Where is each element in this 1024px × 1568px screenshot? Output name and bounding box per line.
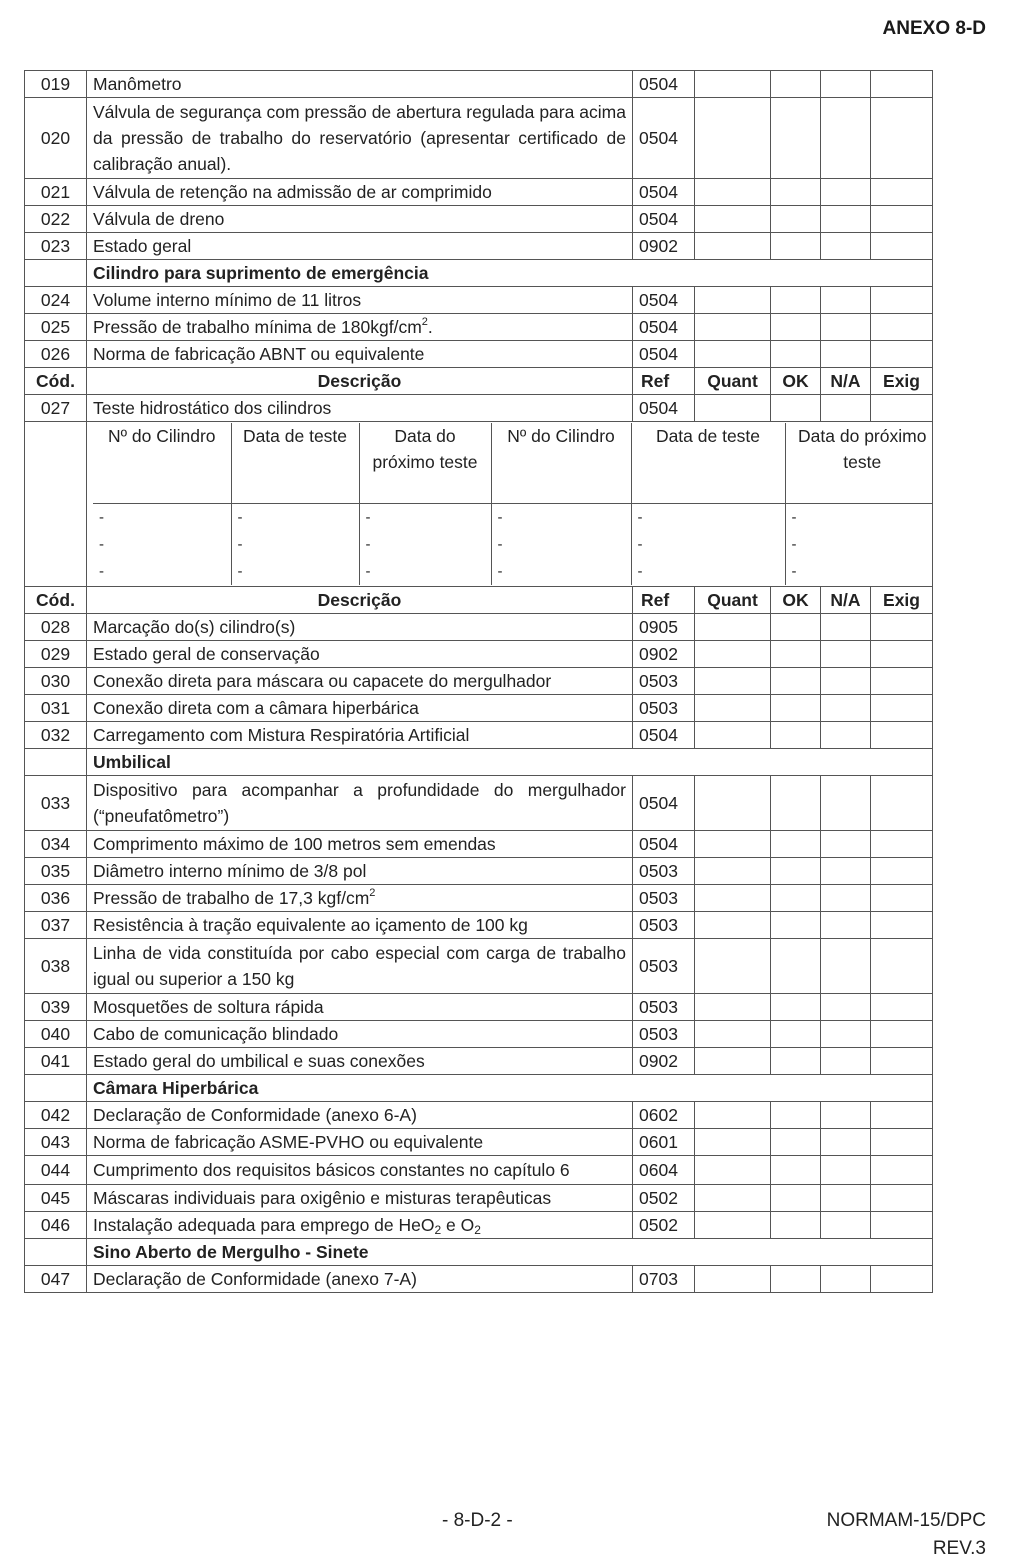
table-row bbox=[25, 1266, 933, 1293]
item-code: 033 bbox=[25, 776, 87, 831]
check-cell[interactable] bbox=[695, 206, 771, 233]
check-cell[interactable] bbox=[771, 831, 821, 858]
check-cell[interactable] bbox=[771, 1212, 821, 1239]
table-row bbox=[25, 1102, 933, 1129]
item-description: Válvula de retenção na admissão de ar comprimido bbox=[87, 179, 633, 206]
check-cell[interactable] bbox=[695, 179, 771, 206]
item-ref: 0504 bbox=[633, 98, 695, 179]
item-description: Linha de vida constituída por cabo especial com carga de trabalho igual ou superior a 150 kg bbox=[87, 939, 633, 994]
check-cell[interactable] bbox=[771, 858, 821, 885]
section-row bbox=[25, 260, 933, 287]
cylinder-column-label: Data de teste bbox=[231, 423, 359, 504]
check-cell[interactable] bbox=[821, 1212, 871, 1239]
check-cell[interactable] bbox=[871, 341, 933, 368]
item-description: Declaração de Conformidade (anexo 7-A) bbox=[87, 1266, 633, 1293]
table-row bbox=[25, 831, 933, 858]
table-row bbox=[25, 858, 933, 885]
item-description: Carregamento com Mistura Respiratória Artificial bbox=[87, 722, 633, 749]
check-cell[interactable] bbox=[695, 395, 771, 422]
header-quant: Quant bbox=[695, 587, 771, 614]
cylinder-column-label: Data de teste bbox=[631, 423, 785, 504]
check-cell[interactable] bbox=[695, 314, 771, 341]
item-ref: 0502 bbox=[633, 1212, 695, 1239]
item-code: 043 bbox=[25, 1129, 87, 1156]
check-cell[interactable] bbox=[695, 776, 771, 831]
table-row bbox=[25, 1156, 933, 1185]
check-cell[interactable] bbox=[821, 98, 871, 179]
item-ref: 0602 bbox=[633, 1102, 695, 1129]
check-cell[interactable] bbox=[821, 776, 871, 831]
item-code: 022 bbox=[25, 206, 87, 233]
item-description: Diâmetro interno mínimo de 3/8 pol bbox=[87, 858, 633, 885]
check-cell[interactable] bbox=[871, 668, 933, 695]
check-cell[interactable] bbox=[871, 1102, 933, 1129]
check-cell[interactable] bbox=[771, 885, 821, 912]
check-cell[interactable] bbox=[871, 179, 933, 206]
item-code: 047 bbox=[25, 1266, 87, 1293]
check-cell[interactable] bbox=[871, 641, 933, 668]
check-cell[interactable] bbox=[771, 314, 821, 341]
check-cell[interactable] bbox=[771, 233, 821, 260]
check-cell[interactable] bbox=[821, 831, 871, 858]
item-description: Comprimento máximo de 100 metros sem emendas bbox=[87, 831, 633, 858]
item-ref: 0703 bbox=[633, 1266, 695, 1293]
check-cell[interactable] bbox=[771, 1156, 821, 1185]
section-title-hyperbaric-chamber: Câmara Hiperbárica bbox=[87, 1075, 933, 1102]
check-cell[interactable] bbox=[695, 1266, 771, 1293]
table-row bbox=[25, 885, 933, 912]
check-cell[interactable] bbox=[695, 287, 771, 314]
item-ref: 0902 bbox=[633, 641, 695, 668]
item-code: 025 bbox=[25, 314, 87, 341]
item-description: Norma de fabricação ABNT ou equivalente bbox=[87, 341, 633, 368]
check-cell[interactable] bbox=[871, 1266, 933, 1293]
check-cell[interactable] bbox=[695, 912, 771, 939]
check-cell[interactable] bbox=[695, 668, 771, 695]
check-cell[interactable] bbox=[771, 1048, 821, 1075]
table-row bbox=[25, 994, 933, 1021]
check-cell[interactable] bbox=[771, 1102, 821, 1129]
check-cell[interactable] bbox=[821, 722, 871, 749]
item-description: Norma de fabricação ASME-PVHO ou equivalente bbox=[87, 1129, 633, 1156]
empty-cell bbox=[25, 260, 87, 287]
header-exig: Exig bbox=[871, 587, 933, 614]
header-desc: Descrição bbox=[87, 587, 633, 614]
check-cell[interactable] bbox=[771, 641, 821, 668]
check-cell[interactable] bbox=[871, 395, 933, 422]
cylinder-column-label: Data do próximo teste bbox=[785, 423, 933, 504]
section-row bbox=[25, 1075, 933, 1102]
check-cell[interactable] bbox=[871, 206, 933, 233]
item-code: 026 bbox=[25, 341, 87, 368]
check-cell[interactable] bbox=[695, 994, 771, 1021]
check-cell[interactable] bbox=[695, 885, 771, 912]
check-cell[interactable] bbox=[771, 722, 821, 749]
item-description: Estado geral de conservação bbox=[87, 641, 633, 668]
check-cell[interactable] bbox=[871, 1156, 933, 1185]
item-ref: 0503 bbox=[633, 939, 695, 994]
check-cell[interactable] bbox=[871, 233, 933, 260]
check-cell[interactable] bbox=[821, 695, 871, 722]
section-row bbox=[25, 749, 933, 776]
check-cell[interactable] bbox=[871, 885, 933, 912]
check-cell[interactable] bbox=[771, 395, 821, 422]
table-row bbox=[25, 314, 933, 341]
check-cell[interactable] bbox=[871, 1021, 933, 1048]
check-cell[interactable] bbox=[871, 98, 933, 179]
item-description: Estado geral bbox=[87, 233, 633, 260]
check-cell[interactable] bbox=[771, 1021, 821, 1048]
table-row bbox=[25, 912, 933, 939]
check-cell[interactable] bbox=[871, 776, 933, 831]
table-row bbox=[25, 722, 933, 749]
item-ref: 0502 bbox=[633, 1185, 695, 1212]
check-cell[interactable] bbox=[695, 722, 771, 749]
check-cell[interactable] bbox=[821, 179, 871, 206]
item-code: 020 bbox=[25, 98, 87, 179]
check-cell[interactable] bbox=[871, 1212, 933, 1239]
table-row bbox=[25, 233, 933, 260]
empty-cell bbox=[25, 1075, 87, 1102]
cylinder-column-label: Nº do Cilindro bbox=[93, 423, 231, 504]
table-row bbox=[25, 395, 933, 422]
table-row bbox=[25, 1185, 933, 1212]
item-ref: 0504 bbox=[633, 395, 695, 422]
check-cell[interactable] bbox=[871, 1048, 933, 1075]
desc-text: Pressão de trabalho mínima de 180kgf/cm bbox=[93, 317, 422, 337]
page-number: - 8-D-2 - bbox=[442, 1510, 513, 1531]
header-quant: Quant bbox=[695, 368, 771, 395]
item-code: 038 bbox=[25, 939, 87, 994]
check-cell[interactable] bbox=[771, 1129, 821, 1156]
section-title-umbilical: Umbilical bbox=[87, 749, 933, 776]
check-cell[interactable] bbox=[821, 641, 871, 668]
check-cell[interactable] bbox=[821, 885, 871, 912]
check-cell[interactable] bbox=[821, 858, 871, 885]
check-cell[interactable] bbox=[871, 994, 933, 1021]
check-cell[interactable] bbox=[821, 233, 871, 260]
item-description: Teste hidrostático dos cilindros bbox=[87, 395, 633, 422]
item-ref: 0601 bbox=[633, 1129, 695, 1156]
item-code: 042 bbox=[25, 1102, 87, 1129]
header-ref: Ref bbox=[633, 368, 695, 395]
desc-text: Pressão de trabalho de 17,3 kgf/cm bbox=[93, 888, 370, 908]
table-row bbox=[25, 695, 933, 722]
item-code: 037 bbox=[25, 912, 87, 939]
item-description: Válvula de segurança com pressão de abertura regulada para acima da pressão de trabalho do reservatório (apresentar certificado de calibração anual). bbox=[87, 98, 633, 179]
check-cell[interactable] bbox=[871, 71, 933, 98]
check-cell[interactable] bbox=[695, 1212, 771, 1239]
check-cell[interactable] bbox=[695, 233, 771, 260]
table-row bbox=[25, 939, 933, 994]
check-cell[interactable] bbox=[871, 722, 933, 749]
item-code: 027 bbox=[25, 395, 87, 422]
item-code: 023 bbox=[25, 233, 87, 260]
item-ref: 0902 bbox=[633, 1048, 695, 1075]
check-cell[interactable] bbox=[695, 858, 771, 885]
cylinder-entry-cell[interactable]: - - - bbox=[491, 504, 631, 586]
revision: REV.3 bbox=[932, 1538, 986, 1559]
check-cell[interactable] bbox=[821, 287, 871, 314]
check-cell[interactable] bbox=[771, 71, 821, 98]
cylinder-test-table bbox=[93, 423, 933, 585]
check-cell[interactable] bbox=[695, 1102, 771, 1129]
item-ref: 0504 bbox=[633, 287, 695, 314]
check-cell[interactable] bbox=[695, 71, 771, 98]
check-cell[interactable] bbox=[821, 1156, 871, 1185]
check-cell[interactable] bbox=[821, 1021, 871, 1048]
header-ok: OK bbox=[771, 368, 821, 395]
item-ref: 0503 bbox=[633, 858, 695, 885]
check-cell[interactable] bbox=[771, 776, 821, 831]
item-ref: 0503 bbox=[633, 695, 695, 722]
check-cell[interactable] bbox=[821, 1266, 871, 1293]
item-ref: 0504 bbox=[633, 831, 695, 858]
empty-cell bbox=[25, 422, 87, 587]
cylinder-test-row bbox=[25, 422, 933, 587]
item-code: 030 bbox=[25, 668, 87, 695]
check-cell[interactable] bbox=[771, 341, 821, 368]
table-header-row bbox=[25, 587, 933, 614]
header-cod: Cód. bbox=[25, 368, 87, 395]
table-row bbox=[25, 1129, 933, 1156]
check-cell[interactable] bbox=[821, 1129, 871, 1156]
item-code: 039 bbox=[25, 994, 87, 1021]
check-cell[interactable] bbox=[771, 668, 821, 695]
item-ref: 0503 bbox=[633, 994, 695, 1021]
item-code: 032 bbox=[25, 722, 87, 749]
item-code: 036 bbox=[25, 885, 87, 912]
empty-cell bbox=[25, 1239, 87, 1266]
item-description bbox=[87, 314, 633, 341]
header-na: N/A bbox=[821, 587, 871, 614]
check-cell[interactable] bbox=[821, 994, 871, 1021]
desc-tail: . bbox=[427, 317, 433, 337]
checklist-table bbox=[24, 70, 933, 1293]
cylinder-column-label: Data do próximo teste bbox=[359, 423, 491, 504]
item-code: 044 bbox=[25, 1156, 87, 1185]
check-cell[interactable] bbox=[695, 1185, 771, 1212]
check-cell[interactable] bbox=[771, 912, 821, 939]
cylinder-column-label: Nº do Cilindro bbox=[491, 423, 631, 504]
table-row bbox=[25, 206, 933, 233]
subscript: 2 bbox=[434, 1223, 442, 1237]
check-cell[interactable] bbox=[821, 71, 871, 98]
check-cell[interactable] bbox=[821, 395, 871, 422]
check-cell[interactable] bbox=[771, 994, 821, 1021]
cylinder-entry-cell[interactable]: - - - bbox=[631, 504, 785, 586]
check-cell[interactable] bbox=[771, 939, 821, 994]
check-cell[interactable] bbox=[771, 1266, 821, 1293]
check-cell[interactable] bbox=[871, 912, 933, 939]
table-row bbox=[25, 1021, 933, 1048]
check-cell[interactable] bbox=[821, 314, 871, 341]
check-cell[interactable] bbox=[821, 206, 871, 233]
cylinder-test-table-cell bbox=[87, 422, 933, 587]
item-ref: 0504 bbox=[633, 776, 695, 831]
item-code: 024 bbox=[25, 287, 87, 314]
header-ref: Ref bbox=[633, 587, 695, 614]
check-cell[interactable] bbox=[871, 314, 933, 341]
item-description: Conexão direta com a câmara hiperbárica bbox=[87, 695, 633, 722]
table-row bbox=[25, 287, 933, 314]
check-cell[interactable] bbox=[871, 614, 933, 641]
header-na: N/A bbox=[821, 368, 871, 395]
item-description: Resistência à tração equivalente ao içamento de 100 kg bbox=[87, 912, 633, 939]
check-cell[interactable] bbox=[871, 831, 933, 858]
item-ref: 0503 bbox=[633, 668, 695, 695]
item-code: 046 bbox=[25, 1212, 87, 1239]
item-ref: 0503 bbox=[633, 912, 695, 939]
check-cell[interactable] bbox=[771, 287, 821, 314]
item-code: 045 bbox=[25, 1185, 87, 1212]
item-description: Conexão direta para máscara ou capacete do mergulhador bbox=[87, 668, 633, 695]
check-cell[interactable] bbox=[771, 179, 821, 206]
item-description: Cabo de comunicação blindado bbox=[87, 1021, 633, 1048]
check-cell[interactable] bbox=[871, 287, 933, 314]
check-cell[interactable] bbox=[695, 695, 771, 722]
item-description: Manômetro bbox=[87, 71, 633, 98]
superscript: 2 bbox=[421, 316, 428, 328]
table-row bbox=[25, 641, 933, 668]
check-cell[interactable] bbox=[695, 831, 771, 858]
item-description: Dispositivo para acompanhar a profundidade do mergulhador (“pneufatômetro”) bbox=[87, 776, 633, 831]
table-row bbox=[25, 98, 933, 179]
annex-title: ANEXO 8-D bbox=[882, 18, 986, 39]
item-description: Estado geral do umbilical e suas conexões bbox=[87, 1048, 633, 1075]
item-ref: 0604 bbox=[633, 1156, 695, 1185]
check-cell[interactable] bbox=[871, 1129, 933, 1156]
section-title-emergency-cylinder: Cilindro para suprimento de emergência bbox=[87, 260, 933, 287]
check-cell[interactable] bbox=[871, 939, 933, 994]
item-code: 021 bbox=[25, 179, 87, 206]
item-ref: 0503 bbox=[633, 885, 695, 912]
norm-code: NORMAM-15/DPC bbox=[826, 1510, 986, 1531]
check-cell[interactable] bbox=[695, 1129, 771, 1156]
table-row bbox=[25, 614, 933, 641]
item-ref: 0504 bbox=[633, 179, 695, 206]
item-description: Marcação do(s) cilindro(s) bbox=[87, 614, 633, 641]
cylinder-entry-cell[interactable]: - - - bbox=[785, 504, 933, 586]
check-cell[interactable] bbox=[821, 939, 871, 994]
check-cell[interactable] bbox=[695, 1156, 771, 1185]
item-description: Máscaras individuais para oxigênio e misturas terapêuticas bbox=[87, 1185, 633, 1212]
table-row bbox=[25, 341, 933, 368]
check-cell[interactable] bbox=[695, 98, 771, 179]
item-ref: 0902 bbox=[633, 233, 695, 260]
check-cell[interactable] bbox=[871, 1185, 933, 1212]
table-row bbox=[25, 179, 933, 206]
item-code: 035 bbox=[25, 858, 87, 885]
check-cell[interactable] bbox=[871, 858, 933, 885]
item-description: Válvula de dreno bbox=[87, 206, 633, 233]
item-ref: 0503 bbox=[633, 1021, 695, 1048]
check-cell[interactable] bbox=[771, 614, 821, 641]
check-cell[interactable] bbox=[821, 341, 871, 368]
header-desc: Descrição bbox=[87, 368, 633, 395]
cylinder-entry-cell[interactable]: - - - bbox=[231, 504, 359, 586]
subscript: 2 bbox=[474, 1223, 481, 1237]
check-cell[interactable] bbox=[821, 1048, 871, 1075]
header-cod: Cód. bbox=[25, 587, 87, 614]
item-code: 019 bbox=[25, 71, 87, 98]
check-cell[interactable] bbox=[695, 341, 771, 368]
item-code: 040 bbox=[25, 1021, 87, 1048]
check-cell[interactable] bbox=[771, 695, 821, 722]
check-cell[interactable] bbox=[695, 1021, 771, 1048]
desc-text: e O bbox=[441, 1215, 475, 1235]
item-ref: 0905 bbox=[633, 614, 695, 641]
table-row bbox=[25, 668, 933, 695]
section-row bbox=[25, 1239, 933, 1266]
table-row bbox=[25, 71, 933, 98]
check-cell[interactable] bbox=[821, 668, 871, 695]
check-cell[interactable] bbox=[771, 98, 821, 179]
item-ref: 0504 bbox=[633, 314, 695, 341]
section-title-diving-bell: Sino Aberto de Mergulho - Sinete bbox=[87, 1239, 933, 1266]
item-description: Declaração de Conformidade (anexo 6-A) bbox=[87, 1102, 633, 1129]
header-exig: Exig bbox=[871, 368, 933, 395]
superscript: 2 bbox=[369, 887, 376, 899]
item-description: Mosquetões de soltura rápida bbox=[87, 994, 633, 1021]
check-cell[interactable] bbox=[871, 695, 933, 722]
check-cell[interactable] bbox=[695, 939, 771, 994]
item-description: Volume interno mínimo de 11 litros bbox=[87, 287, 633, 314]
empty-cell bbox=[25, 749, 87, 776]
item-ref: 0504 bbox=[633, 71, 695, 98]
check-cell[interactable] bbox=[695, 614, 771, 641]
item-ref: 0504 bbox=[633, 722, 695, 749]
item-description bbox=[87, 1212, 633, 1239]
item-code: 041 bbox=[25, 1048, 87, 1075]
table-row bbox=[25, 1212, 933, 1239]
item-description bbox=[87, 885, 633, 912]
check-cell[interactable] bbox=[821, 1102, 871, 1129]
table-header-row bbox=[25, 368, 933, 395]
header-ok: OK bbox=[771, 587, 821, 614]
check-cell[interactable] bbox=[771, 206, 821, 233]
table-row bbox=[25, 776, 933, 831]
cylinder-entry-cell[interactable]: - - - bbox=[93, 504, 231, 586]
item-code: 031 bbox=[25, 695, 87, 722]
cylinder-entry-cell[interactable]: - - - bbox=[359, 504, 491, 586]
check-cell[interactable] bbox=[695, 1048, 771, 1075]
item-code: 029 bbox=[25, 641, 87, 668]
check-cell[interactable] bbox=[821, 614, 871, 641]
check-cell[interactable] bbox=[695, 641, 771, 668]
check-cell[interactable] bbox=[771, 1185, 821, 1212]
item-description: Cumprimento dos requisitos básicos constantes no capítulo 6 bbox=[87, 1156, 633, 1185]
table-row bbox=[25, 1048, 933, 1075]
desc-text: Instalação adequada para emprego de HeO bbox=[93, 1215, 435, 1235]
item-ref: 0504 bbox=[633, 341, 695, 368]
check-cell[interactable] bbox=[821, 1185, 871, 1212]
item-ref: 0504 bbox=[633, 206, 695, 233]
item-code: 028 bbox=[25, 614, 87, 641]
check-cell[interactable] bbox=[821, 912, 871, 939]
item-code: 034 bbox=[25, 831, 87, 858]
